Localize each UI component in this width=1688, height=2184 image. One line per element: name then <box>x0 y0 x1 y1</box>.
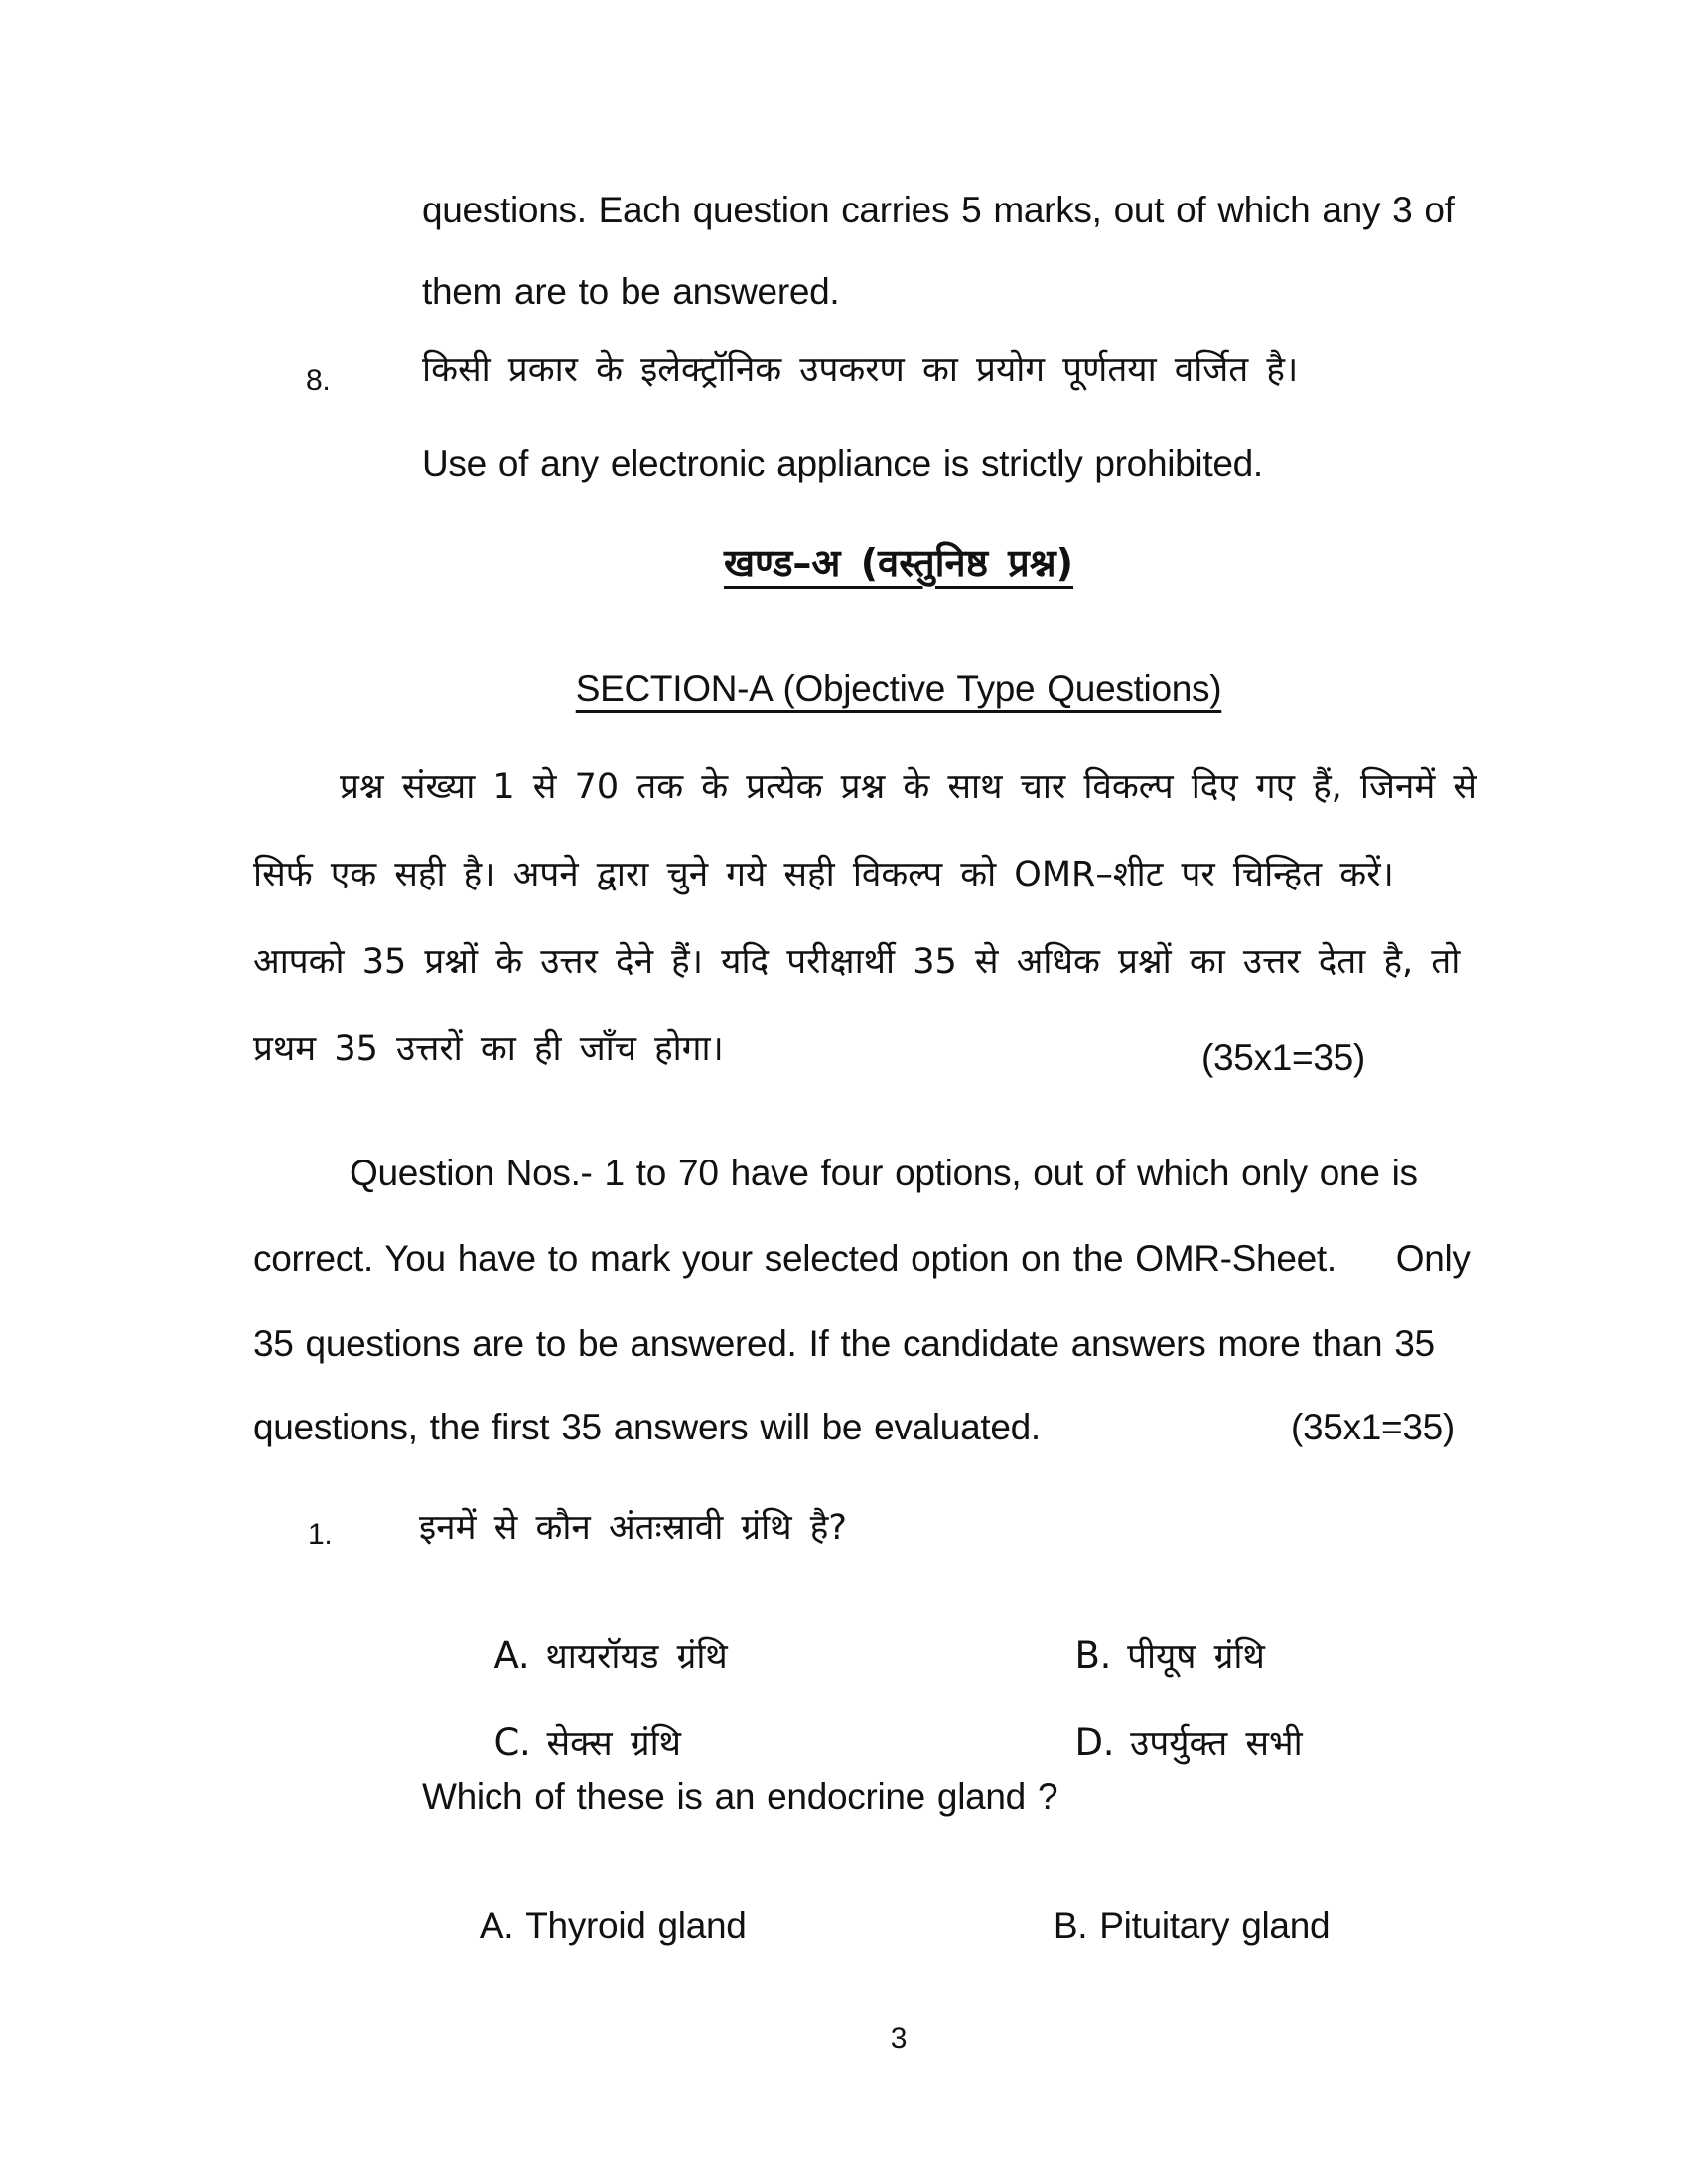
intro-english-marks: (35x1=35) <box>1291 1407 1455 1447</box>
instruction-7-continuation-line2: them are to be answered. <box>422 271 840 312</box>
option-a-en-label: Thyroid gland <box>525 1905 747 1947</box>
intro-english-line3: 35 questions are to be answered. If the candidate answers more than 35 <box>253 1323 1435 1364</box>
page-number: 3 <box>890 2022 908 2055</box>
option-a-en-letter: A. <box>479 1905 514 1947</box>
option-b-en-letter: B. <box>1053 1905 1088 1947</box>
option-d-letter: D. <box>1074 1721 1115 1764</box>
option-a-label: थायरॉयड ग्रंथि <box>545 1637 728 1677</box>
question-1-number: 1. <box>308 1518 333 1551</box>
question-1-text-english: Which of these is an endocrine gland ? <box>422 1776 1058 1817</box>
option-b-en-label: Pituitary gland <box>1099 1905 1331 1947</box>
intro-english-line1: Question Nos.- 1 to 70 have four options, out of which only one is <box>350 1153 1418 1193</box>
intro-hindi-marks: (35x1=35) <box>1201 1037 1365 1078</box>
intro-hindi-line1: प्रश्न संख्या 1 से 70 तक के प्रत्येक प्रश्न के साथ चार विकल्प दिए गए हैं, जिनमें से <box>340 767 1477 807</box>
option-c-letter: C. <box>493 1721 531 1764</box>
intro-hindi-line4: प्रथम 35 उत्तरों का ही जाँच होगा। <box>253 1029 724 1069</box>
option-b-label: पीयूष ग्रंथि <box>1127 1637 1265 1677</box>
intro-english-line4: questions, the first 35 answers will be evaluated. <box>253 1407 1041 1447</box>
option-d-label: उपर्युक्त सभी <box>1130 1724 1303 1764</box>
intro-hindi-line2: सिर्फ एक सही है। अपने द्वारा चुने गये सही विकल्प को OMR–शीट पर चिन्हित करें। <box>253 855 1394 894</box>
question-1-text-hindi: इनमें से कौन अंतःस्रावी ग्रंथि है? <box>419 1508 847 1548</box>
option-b-letter: B. <box>1074 1634 1112 1677</box>
intro-english-line2: correct. You have to mark your selected option on the OMR-Sheet. Only <box>253 1238 1471 1279</box>
instruction-7-continuation-line1: questions. Each question carries 5 marks, out of which any 3 of <box>422 190 1455 230</box>
question-1-option-a-english <box>434 1860 747 1992</box>
section-heading-hindi: खण्ड–अ (वस्तुनिष्ठ प्रश्न) <box>723 541 1074 585</box>
instruction-8-text-hindi: किसी प्रकार के इलेक्ट्रॉनिक उपकरण का प्रयोग पूर्णतया वर्जित है। <box>422 350 1299 390</box>
instruction-8-text-english: Use of any electronic appliance is strictly prohibited. <box>422 443 1263 483</box>
intro-hindi-line3: आपको 35 प्रश्नों के उत्तर देने हैं। यदि परीक्षार्थी 35 से अधिक प्रश्नों का उत्तर देता है, तो <box>253 942 1461 982</box>
instruction-8-number: 8. <box>306 364 331 397</box>
question-1-option-b-english <box>1006 1860 1330 1992</box>
option-a-letter: A. <box>493 1634 530 1677</box>
section-heading-english: SECTION-A (Objective Type Questions) <box>575 668 1222 709</box>
option-c-label: सेक्स ग्रंथि <box>546 1724 681 1764</box>
